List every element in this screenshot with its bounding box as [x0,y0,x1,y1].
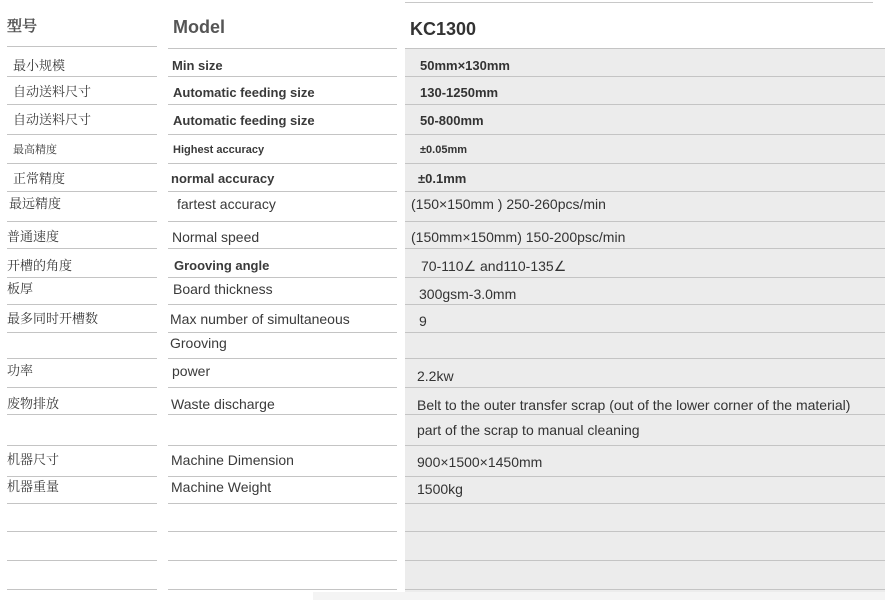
row-divider [7,304,157,305]
row-machine-dimension-en: Machine Dimension [171,452,294,468]
row-normal-speed-en: Normal speed [172,229,260,245]
row-machine-weight-en: Machine Weight [171,479,272,495]
row-power-en: power [172,363,211,379]
row-max-grooving-value: 9 [419,313,427,329]
row-normal-accuracy-cn: 正常精度 [13,171,66,186]
row-divider [7,358,157,359]
row-divider [168,277,397,278]
row-divider [405,134,885,135]
row-divider [405,503,885,504]
row-board-thickness-cn: 板厚 [7,281,34,296]
row-divider [7,589,157,590]
row-highest-accuracy-value: ±0.05mm [420,144,468,156]
row-divider [168,304,397,305]
row-divider [7,248,157,249]
row-power-value: 2.2kw [417,368,454,384]
row-divider [405,332,885,333]
row-divider [405,445,885,446]
row-auto-feed-2-en: Automatic feeding size [173,113,315,128]
row-machine-dimension-value: 900×1500×1450mm [417,454,543,470]
row-divider [405,358,885,359]
row-machine-weight-cn: 机器重量 [7,479,60,494]
row-divider [405,163,885,164]
row-auto-feed-1-cn: 自动送料尺寸 [13,84,92,99]
header-label-cn: 型号 [7,18,38,35]
row-divider [7,163,157,164]
row-divider [7,134,157,135]
row-divider [7,531,157,532]
row-grooving-angle-value: 70-110∠ and110-135∠ [421,258,567,274]
row-divider [168,48,397,49]
row-divider [405,191,885,192]
header-model-value: KC1300 [410,19,477,39]
row-divider [168,445,397,446]
row-divider [405,560,885,561]
row-divider [7,332,157,333]
row-divider [7,560,157,561]
row-divider [405,221,885,222]
row-divider [405,48,885,49]
row-auto-feed-2-cn: 自动送料尺寸 [13,112,92,127]
row-divider [168,134,397,135]
row-divider [405,76,885,77]
row-waste-discharge-value: Belt to the outer transfer scrap (out of the lower corner of the material) [417,397,851,413]
row-min-size-en: Min size [172,58,223,73]
row-divider [7,76,157,77]
row-divider [7,191,157,192]
row-divider [405,304,885,305]
row-divider [405,104,885,105]
row-divider [7,387,157,388]
row-auto-feed-2-value: 50-800mm [420,113,484,128]
row-divider [7,414,157,415]
row-divider [7,104,157,105]
row-divider [405,277,885,278]
row-normal-accuracy-value: ±0.1mm [418,171,467,186]
row-highest-accuracy-en: Highest accuracy [173,144,265,156]
row-divider [168,589,397,590]
row-power-cn: 功率 [7,363,34,378]
row-divider [168,387,397,388]
row-waste-discharge-cn: 废物排放 [7,396,60,411]
row-divider [7,476,157,477]
row-max-grooving-en: Max number of simultaneous [170,311,350,327]
row-fartest-accuracy-en: fartest accuracy [177,196,276,212]
row-divider [405,531,885,532]
row-divider [168,248,397,249]
bottom-strip [313,592,885,600]
row-divider [168,163,397,164]
row-fartest-accuracy-value: (150×150mm ) 250-260pcs/min [411,196,606,212]
row-machine-weight-value: 1500kg [417,481,463,497]
row-divider [405,589,885,590]
row-divider [168,104,397,105]
row-divider [405,414,885,415]
row-divider [168,76,397,77]
header-label-en: Model [173,17,225,37]
row-divider [168,191,397,192]
row-highest-accuracy-cn: 最高精度 [13,144,57,156]
row-normal-speed-cn: 普通速度 [7,229,60,244]
row-grooving-angle-en: Grooving angle [174,258,270,273]
row-min-size-value: 50mm×130mm [420,58,510,73]
row-waste-discharge-value-line2: part of the scrap to manual cleaning [417,422,640,438]
row-normal-accuracy-en: normal accuracy [171,171,275,186]
row-divider [168,221,397,222]
row-divider [7,503,157,504]
row-divider [7,221,157,222]
row-fartest-accuracy-cn: 最远精度 [9,196,62,211]
row-max-grooving-cn: 最多同时开槽数 [7,311,99,326]
row-min-size-cn: 最小规模 [13,58,66,73]
row-divider [405,248,885,249]
top-divider [405,2,873,3]
row-board-thickness-en: Board thickness [173,281,273,297]
row-divider [7,445,157,446]
row-grooving-angle-cn: 开槽的角度 [7,258,73,273]
row-divider [168,358,397,359]
row-divider [168,503,397,504]
row-normal-speed-value: (150mm×150mm) 150-200psc/min [411,229,626,245]
row-divider [168,560,397,561]
row-board-thickness-value: 300gsm-3.0mm [419,286,517,302]
row-divider [405,387,885,388]
row-auto-feed-1-en: Automatic feeding size [173,85,315,100]
row-divider [168,531,397,532]
row-divider [168,476,397,477]
row-divider [168,332,397,333]
row-divider [7,277,157,278]
row-machine-dimension-cn: 机器尺寸 [7,452,60,467]
row-divider [405,476,885,477]
value-column-background [405,48,885,600]
row-max-grooving-en-line2: Grooving [170,335,227,351]
row-divider [168,414,397,415]
header-divider [7,46,157,47]
row-waste-discharge-en: Waste discharge [171,396,275,412]
row-auto-feed-1-value: 130-1250mm [420,85,499,100]
